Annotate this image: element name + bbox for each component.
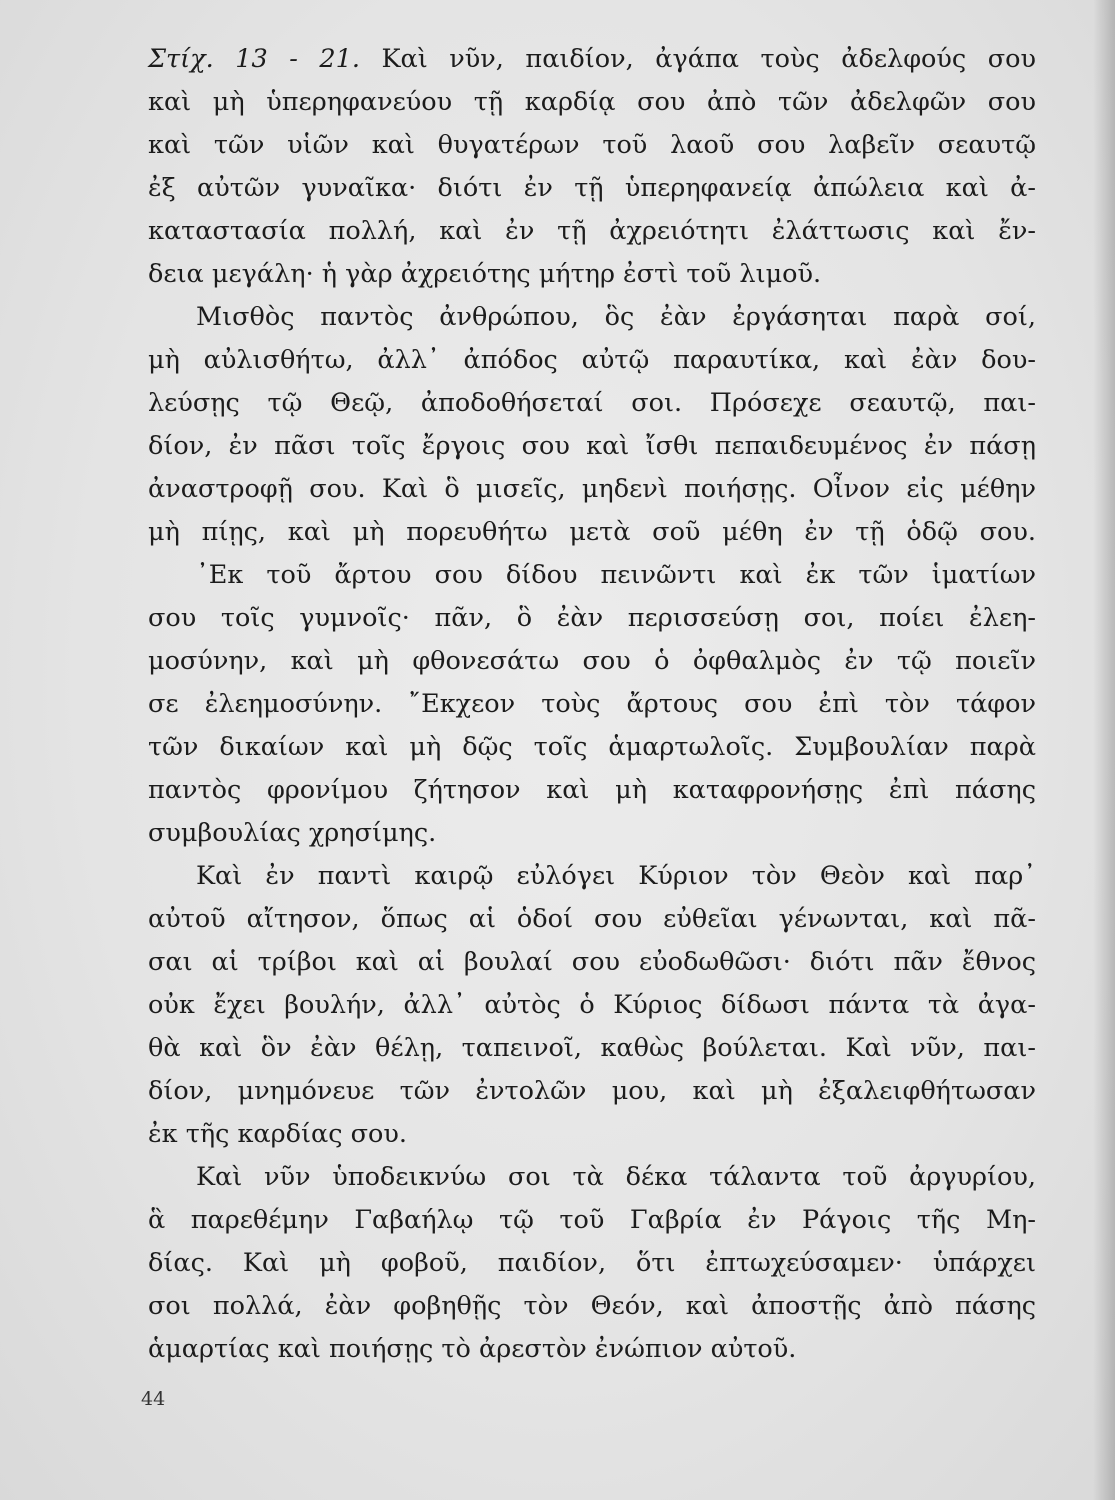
- text-line: δίον, μνημόνευε τῶν ἐντολῶν μου, καὶ μὴ ἐξαλειφθήτωσαν: [148, 1076, 1036, 1106]
- text-line: Καὶ ἐν παντὶ καιρῷ εὐλόγει Κύριον τὸν Θεὸν καὶ παρ᾽: [196, 861, 1036, 891]
- text-line: ἐξ αὐτῶν γυναῖκα· διότι ἐν τῇ ὑπερηφανείᾳ ἀπώλεια καὶ ἀ-: [148, 173, 1036, 203]
- text-line: δίον, ἐν πᾶσι τοῖς ἔργοις σου καὶ ἴσθι πεπαιδευμένος ἐν πάσῃ: [148, 431, 1036, 461]
- binding-shadow: [1093, 0, 1115, 1500]
- text-line: σοι πολλά, ἐὰν φοβηθῇς τὸν Θεόν, καὶ ἀποστῇς ἀπὸ πάσης: [148, 1291, 1036, 1321]
- paragraph-5: [148, 1156, 1036, 1371]
- body-text: [148, 38, 1036, 1371]
- text-line: μοσύνην, καὶ μὴ φθονεσάτω σου ὁ ὀφθαλμὸς ἐν τῷ ποιεῖν: [148, 646, 1036, 676]
- text-line: καὶ τῶν υἱῶν καὶ θυγατέρων τοῦ λαοῦ σου λαβεῖν σεαυτῷ: [148, 130, 1036, 160]
- text-line: σε ἐλεημοσύνην. ῎Εκχεον τοὺς ἄρτους σου ἐπὶ τὸν τάφον: [148, 689, 1036, 719]
- verse-reference: Στίχ. 13 - 21.: [148, 44, 360, 74]
- text-line: οὐκ ἔχει βουλήν, ἀλλ᾽ αὐτὸς ὁ Κύριος δίδωσι πάντα τὰ ἀγα-: [148, 990, 1036, 1020]
- text-line: συμβουλίας χρησίμης.: [148, 818, 437, 848]
- paragraph-3: [148, 554, 1036, 855]
- text-line: ἐκ τῆς καρδίας σου.: [148, 1119, 407, 1149]
- text-line: μὴ πίῃς, καὶ μὴ πορευθήτω μετὰ σοῦ μέθη ἐν τῇ ὁδῷ σου.: [148, 517, 1036, 547]
- text-line: λεύσῃς τῷ Θεῷ, ἀποδοθήσεταί σοι. Πρόσεχε σεαυτῷ, παι-: [148, 388, 1036, 418]
- text-line: ἃ παρεθέμην Γαβαήλῳ τῷ τοῦ Γαβρία ἐν Ράγοις τῆς Μη-: [148, 1205, 1036, 1235]
- text-line: ἁμαρτίας καὶ ποιήσῃς τὸ ἀρεστὸν ἐνώπιον αὐτοῦ.: [148, 1334, 797, 1364]
- text-line: σαι αἱ τρίβοι καὶ αἱ βουλαί σου εὐοδωθῶσι· διότι πᾶν ἔθνος: [148, 947, 1036, 977]
- text-line: μὴ αὐλισθήτω, ἀλλ᾽ ἀπόδος αὐτῷ παραυτίκα, καὶ ἐὰν δου-: [148, 345, 1036, 375]
- text-line: Καὶ νῦν ὑποδεικνύω σοι τὰ δέκα τάλαντα τοῦ ἀργυρίου,: [196, 1162, 1036, 1192]
- paragraph-2: [148, 296, 1036, 554]
- page-number: 44: [141, 1388, 166, 1410]
- text-line: Στίχ. 13 - 21. Καὶ νῦν, παιδίον, ἀγάπα τοὺς ἀδελφούς σου: [148, 44, 1036, 74]
- paragraph-1: [148, 38, 1036, 296]
- text-line: καταστασία πολλή, καὶ ἐν τῇ ἀχρειότητι ἐλάττωσις καὶ ἔν-: [148, 216, 1036, 246]
- text-line: ἀναστροφῇ σου. Καὶ ὃ μισεῖς, μηδενὶ ποιήσῃς. Οἶνον εἰς μέθην: [148, 474, 1036, 504]
- text-line: σου τοῖς γυμνοῖς· πᾶν, ὃ ἐὰν περισσεύσῃ σοι, ποίει ἐλεη-: [148, 603, 1036, 633]
- text-line: δεια μεγάλη· ἡ γὰρ ἀχρειότης μήτηρ ἐστὶ τοῦ λιμοῦ.: [148, 259, 822, 289]
- text-line: τῶν δικαίων καὶ μὴ δῷς τοῖς ἁμαρτωλοῖς. Συμβουλίαν παρὰ: [148, 732, 1036, 762]
- text-line: αὐτοῦ αἴτησον, ὅπως αἱ ὁδοί σου εὐθεῖαι γένωνται, καὶ πᾶ-: [148, 904, 1036, 934]
- text-line: καὶ μὴ ὑπερηφανεύου τῇ καρδίᾳ σου ἀπὸ τῶν ἀδελφῶν σου: [148, 87, 1036, 117]
- text-line: δίας. Καὶ μὴ φοβοῦ, παιδίον, ὅτι ἐπτωχεύσαμεν· ὑπάρχει: [148, 1248, 1036, 1278]
- text-line: Μισθὸς παντὸς ἀνθρώπου, ὃς ἐὰν ἐργάσηται παρὰ σοί,: [196, 302, 1036, 332]
- text-line: παντὸς φρονίμου ζήτησον καὶ μὴ καταφρονήσῃς ἐπὶ πάσης: [148, 775, 1036, 805]
- paragraph-4: [148, 855, 1036, 1156]
- text-line: θὰ καὶ ὃν ἐὰν θέλῃ, ταπεινοῖ, καθὼς βούλεται. Καὶ νῦν, παι-: [148, 1033, 1036, 1063]
- text-line: ᾽Εκ τοῦ ἄρτου σου δίδου πεινῶντι καὶ ἐκ τῶν ἱματίων: [196, 560, 1036, 590]
